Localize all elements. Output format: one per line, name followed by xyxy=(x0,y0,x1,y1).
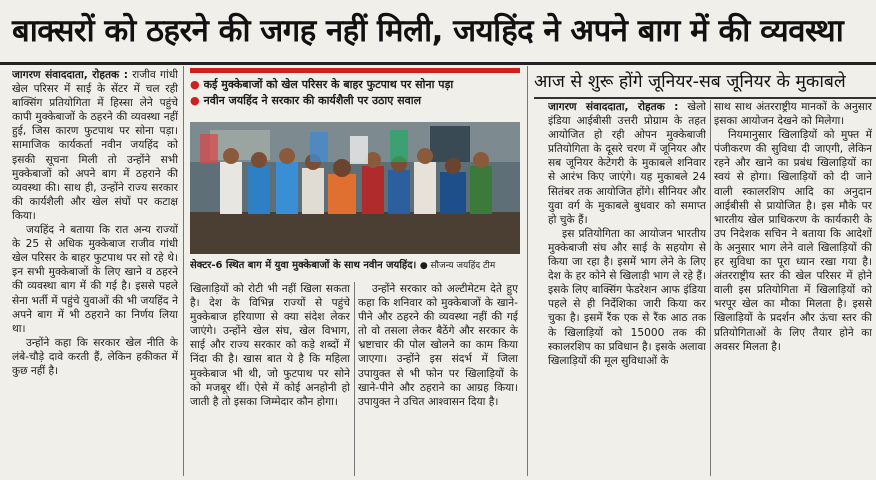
column-divider xyxy=(710,100,711,476)
paragraph-text: राजीव गांधी खेल परिसर में साई के सेंटर में चल रही बाक्सिंग प्रतियोगिता में हिस्सा लेने पहुंचे कापी मुक्केबाजों के ठहरने की व्यवस्था नहीं हुई, जिस कारण फुटपाथ पर सोना पड़ा। सामाजिक कार्यकर्ता नवीन जयहिंद को इसकी सूचना मिली तो उन्होंने सभी मुक्केबाजों को अपने बाग में ठहराने की व्यवस्था की। साथ ही, उन्होंने राज्य सरकार की कार्यशैली और खेल संघों पर कटाक्ष किया। xyxy=(12,69,178,222)
photo-caption xyxy=(190,257,520,275)
column-divider xyxy=(183,66,184,476)
bullet-item: ● कई मुक्केबाजों को खेल परिसर के बाहर फुटपाथ पर सोना पड़ा xyxy=(190,78,454,91)
headline-rule xyxy=(0,62,876,65)
article-column-1 xyxy=(12,68,178,472)
article-column-4 xyxy=(548,100,706,472)
highlight-bullets xyxy=(190,68,520,121)
news-photo xyxy=(190,122,520,254)
group-photo-illustration xyxy=(190,122,520,254)
article-paragraph: उन्होंने कहा कि सरकार खेल नीति के लंबे-चौड़े दावे करती हैं, लेकिन हकीकत में कुछ नहीं है। xyxy=(12,336,178,377)
article-paragraph: खिलाड़ियों को रोटी भी नहीं खिला सकता है। देश के विभिन्न राज्यों से पहुंचे मुक्केबाज हरियाणा से क्या संदेश लेकर जाएंगे। उन्होंने खेल संघ, खेल विभाग, साई और राज्य सरकार को कड़े शब्दों में निंदा की है। खास बात ये है कि महिला मुक्केबाज भी थी, जो फुटपाथ पर सोने को मजबूर थीं। ऐसे में कोई अनहोनी हो जाती है तो इसका जिम्मेदार कौन होगा। xyxy=(190,283,350,408)
article-paragraph: नियमानुसार खिलाड़ियों को मुफ्त में पंजीकरण की सुविधा दी जाएगी, लेकिन रहने और खाने का प्रबंध खिलाड़ियों का स्वयं से होगा। खिलाड़ियों को दी जाने वाली स्कालरशिप आदि का अनुदान आईबीसी से प्रायोजित है। इस मौके पर भारतीय खेल प्राधिकरण के कार्यकारी के उप निदेशक सचिन ने बताया कि आदेशों के अनुसार भाग लेने वाले खिलाड़ियों की हर सुविधा का पूरा ध्यान रखा गया है। अंतरराष्ट्रीय स्तर की खेल परिसर में होने वाली इस प्रतियोगिता में खिलाड़ियों को भरपूर खेल का मौका मिलता है। इससे खिलाड़ियों के प्रदर्शन और ऊंचा स्तर की प्रतियोगिताओं के लिए तैयार होने का अवसर मिलता है। xyxy=(714,129,872,353)
photo-credit: ● सौजन्य जयहिंद टीम xyxy=(419,261,496,271)
article-paragraph: जयहिंद ने बताया कि रात अन्य राज्यों के 25 से अधिक मुक्केबाज राजीव गांधी खेल परिसर के बाहर फुटपाथ पर सो रहे थे। इन सभी मुक्केबाजों के लिए खाने व ठहरने की व्यवस्था बाग में की गई है। इससे पहले सेना भर्ती में पहुंचे युवाओं की भी जयहिंद ने अपने बाग में भी ठहराने का निर्णय लिया था। xyxy=(12,224,178,335)
main-headline: बाक्सरों को ठहरने की जगह नहीं मिली, जयहिंद ने अपने बाग में की व्यवस्था xyxy=(12,13,844,49)
secondary-headline-rule xyxy=(534,97,876,99)
paragraph-text: खेलो इंडिया आईबीसी उत्तरी प्रोग्राम के तहत आयोजित हो रही ओपन मुक्केबाजी प्रतियोगिता के दूसरे चरण में जूनियर और सब जूनियर केटेगरी के मुकाबले शनिवार से आरंभ किए जाएंगे। यह मुकाबले 24 सितंबर तक आयोजित होंगे। सीनियर और युवा वर्ग के मुकाबले बुधवार को समाप्त हो चुके हैं। xyxy=(548,101,706,226)
article-column-3 xyxy=(358,282,518,472)
secondary-headline: आज से शुरू होंगे जूनियर-सब जूनियर के मुकाबले xyxy=(534,72,846,92)
article-paragraph xyxy=(548,100,706,227)
article-paragraph: उन्होंने सरकार को अल्टीमेटम देते हुए कहा कि शनिवार को मुक्केबाजों के खाने-पीने और ठहरने की व्यवस्था नहीं की गई तो वो तसला लेकर बैठेंगे और सरकार के भ्रष्टाचार की पोल खोलने का काम किया जाएगा। उन्होंने इस संदर्भ में जिला उपायुक्त से भी फोन पर खिलाड़ियों के खाने-पीने और ठहराने का आग्रह किया। उपायुक्त ने उचित आश्वासन दिया है। xyxy=(358,283,518,408)
article-divider xyxy=(527,66,528,476)
article-paragraph: इस प्रतियोगिता का आयोजन भारतीय मुक्केबाजी संघ और साई के सहयोग से किया जा रहा है। इसमें भाग लेने के लिए देश के हर कोने से खिलाड़ी भाग ले रहे हैं। इसके लिए बाक्सिंग फेडरेशन आफ इंडिया पहले से ही निर्देशिका जारी किया कर चुका है। इसमें रैंक एक से रैंक आठ तक के खिलाड़ियों को 15000 तक की स्कालरशिप का प्रविधान है। इसके अलावा खिलाड़ियों की मूल सुविधाओं के xyxy=(548,227,706,367)
article-column-2 xyxy=(190,282,350,472)
bullet-item: ● नवीन जयहिंद ने सरकार की कार्यशैली पर उठाए सवाल xyxy=(190,94,422,107)
dateline: जागरण संवाददाता, रोहतक : xyxy=(548,101,679,113)
caption-text: सेक्टर-6 स्थित बाग में युवा मुक्केबाजों के साथ नवीन जयहिंद। xyxy=(190,260,417,271)
dateline: जागरण संवाददाता, रोहतक : xyxy=(12,69,128,81)
article-paragraph: साथ साथ अंतरराष्ट्रीय मानकों के अनुसार इसका आयोजन देखने को मिलेगा। xyxy=(714,101,872,128)
article-column-5 xyxy=(714,100,872,472)
column-divider xyxy=(354,282,355,476)
article-paragraph xyxy=(12,68,178,223)
